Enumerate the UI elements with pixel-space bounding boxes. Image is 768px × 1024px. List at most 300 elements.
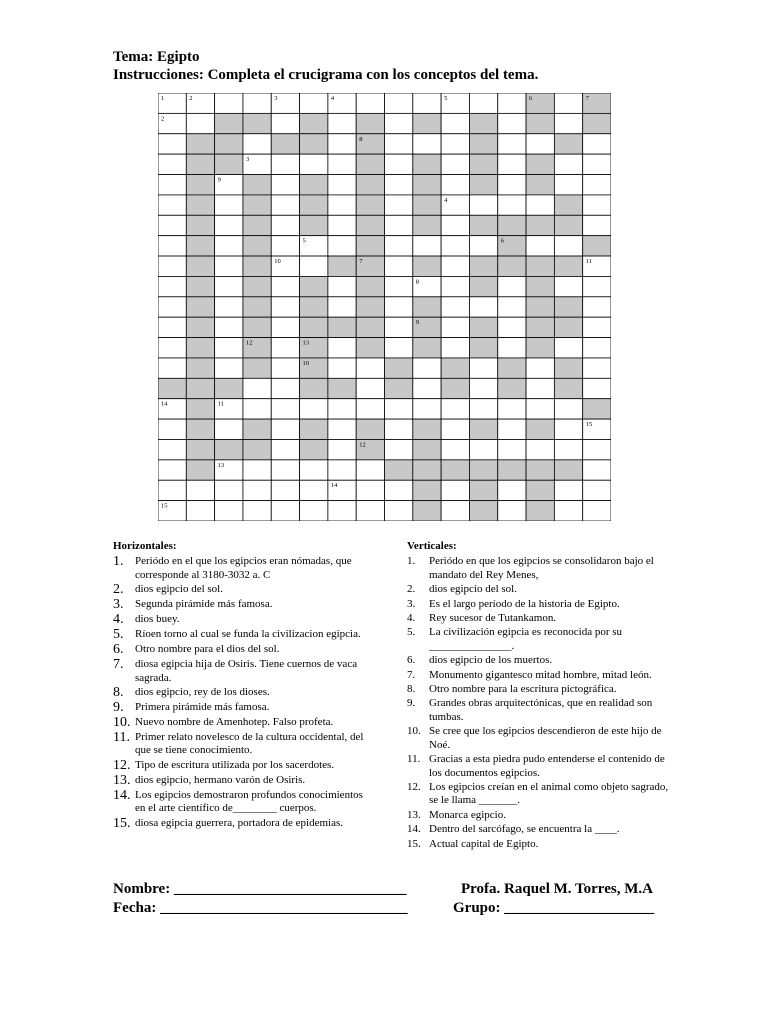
grid-cell[interactable]	[413, 134, 441, 154]
horizontal-clue-number: 13.	[113, 772, 131, 788]
vertical-clue	[407, 823, 672, 836]
vertical-clue-number: 15.	[407, 837, 421, 850]
grid-cell[interactable]	[554, 480, 582, 500]
grid-cell[interactable]	[441, 236, 469, 256]
vertical-clue-number: 4.	[407, 612, 416, 625]
grid-cell[interactable]	[328, 154, 356, 174]
grid-cell-blocked	[441, 378, 469, 398]
grid-cell[interactable]	[158, 439, 186, 459]
vertical-clue-text: Otro nombre para la escritura pictográfica.	[429, 683, 617, 696]
grid-cell[interactable]	[385, 113, 413, 133]
grid-cell[interactable]	[215, 256, 243, 276]
grid-cell[interactable]	[186, 113, 214, 133]
grid-cell[interactable]	[441, 419, 469, 439]
grid-cell[interactable]	[356, 460, 384, 480]
grid-cell[interactable]	[243, 378, 271, 398]
student-info	[113, 880, 408, 918]
grid-cell-blocked	[526, 215, 554, 235]
grid-cell-number: 5	[444, 95, 448, 102]
grid-cell[interactable]	[441, 501, 469, 521]
grid-cell[interactable]	[215, 276, 243, 296]
grid-cell[interactable]	[498, 501, 526, 521]
grid-cell[interactable]	[271, 378, 299, 398]
grid-cell[interactable]	[243, 501, 271, 521]
grid-cell[interactable]	[583, 195, 611, 215]
grid-cell-blocked	[300, 215, 328, 235]
horizontal-clue-number: 5.	[113, 627, 124, 643]
grid-cell[interactable]	[526, 399, 554, 419]
grid-cell-number: 11	[585, 258, 592, 266]
grid-cell-blocked	[554, 378, 582, 398]
grid-cell[interactable]	[385, 480, 413, 500]
grid-cell[interactable]	[300, 460, 328, 480]
grid-cell[interactable]	[554, 439, 582, 459]
grid-cell[interactable]	[498, 439, 526, 459]
vertical-clues	[407, 540, 672, 852]
grid-cell[interactable]	[271, 460, 299, 480]
horizontal-clue-number: 3.	[113, 597, 124, 613]
horizontal-clue-number: 11.	[113, 730, 130, 746]
worksheet-header	[113, 48, 538, 84]
worksheet-instructions: Instrucciones: Completa el crucigrama con los conceptos del tema.	[113, 67, 539, 83]
grid-cell-blocked	[300, 297, 328, 317]
grid-cell[interactable]	[526, 134, 554, 154]
grid-cell[interactable]	[498, 480, 526, 500]
grid-cell-number: 12	[359, 441, 366, 449]
horizontal-clue	[113, 701, 373, 715]
grid-cell-number: 8	[415, 278, 420, 286]
horizontal-clue-text: diosa egipcia guerrera, portadora de epidemias.	[135, 816, 343, 829]
grid-cell[interactable]	[526, 378, 554, 398]
grid-cell-number: 2	[189, 95, 193, 102]
grid-cell[interactable]	[441, 399, 469, 419]
grid-cell[interactable]	[158, 215, 186, 235]
grid-cell[interactable]	[271, 419, 299, 439]
grid-cell-blocked	[385, 358, 413, 378]
grid-cell-blocked	[300, 195, 328, 215]
grid-cell[interactable]	[583, 297, 611, 317]
grid-cell[interactable]	[441, 480, 469, 500]
grid-cell-number: 14	[330, 482, 338, 490]
horizontal-clue-text: dios egipcio, hermano varón de Osiris.	[135, 773, 306, 786]
grid-cell-number: 15	[585, 421, 593, 429]
grid-cell[interactable]	[271, 439, 299, 459]
grid-cell[interactable]	[271, 276, 299, 296]
grid-cell[interactable]	[498, 317, 526, 337]
grid-cell-blocked	[413, 215, 441, 235]
grid-cell[interactable]	[328, 113, 356, 133]
grid-cell[interactable]	[356, 501, 384, 521]
grid-cell[interactable]	[215, 215, 243, 235]
grid-cell[interactable]	[554, 419, 582, 439]
grid-cell-blocked	[186, 256, 214, 276]
grid-cell[interactable]	[158, 460, 186, 480]
grid-cell[interactable]	[413, 399, 441, 419]
horizontal-clue-number: 6.	[113, 642, 124, 658]
grid-cell[interactable]	[526, 195, 554, 215]
grid-cell[interactable]	[271, 480, 299, 500]
grid-cell-blocked	[526, 256, 554, 276]
grid-cell-number: 4	[330, 95, 335, 102]
grid-cell[interactable]	[498, 154, 526, 174]
grid-cell-blocked	[300, 439, 328, 459]
grid-cell[interactable]	[385, 439, 413, 459]
grid-cell-number: 14	[161, 400, 168, 408]
grid-cell[interactable]	[385, 419, 413, 439]
grid-cell-blocked	[186, 358, 214, 378]
horizontal-clues-list	[113, 555, 373, 830]
horizontal-clue	[113, 555, 373, 582]
vertical-clue-number: 10.	[407, 725, 421, 738]
grid-cell[interactable]	[271, 215, 299, 235]
horizontal-clue	[113, 613, 373, 627]
grid-cell[interactable]	[215, 195, 243, 215]
grid-cell[interactable]	[498, 338, 526, 358]
grid-cell[interactable]	[215, 501, 243, 521]
grid-cell[interactable]	[469, 358, 497, 378]
vertical-clue-number: 1.	[407, 555, 416, 568]
grid-cell[interactable]	[554, 338, 582, 358]
grid-cell-blocked	[186, 317, 214, 337]
grid-cell[interactable]	[385, 215, 413, 235]
grid-cell[interactable]	[526, 358, 554, 378]
vertical-clue-text: Actual capital de Egipto.	[429, 837, 539, 850]
grid-cell[interactable]	[526, 236, 554, 256]
grid-cell[interactable]	[385, 317, 413, 337]
grid-cell[interactable]	[215, 297, 243, 317]
grid-cell[interactable]	[498, 399, 526, 419]
grid-cell-blocked	[186, 195, 214, 215]
grid-cell[interactable]	[469, 195, 497, 215]
grid-cell[interactable]	[498, 134, 526, 154]
grid-cell-blocked	[554, 195, 582, 215]
grid-cell[interactable]	[356, 378, 384, 398]
horizontal-clues-title: Horizontales:	[113, 540, 177, 552]
grid-cell[interactable]	[385, 256, 413, 276]
grid-cell[interactable]	[385, 399, 413, 419]
grid-cell[interactable]	[158, 480, 186, 500]
grid-cell[interactable]	[158, 317, 186, 337]
grid-cell[interactable]	[583, 134, 611, 154]
grid-cell-blocked	[469, 338, 497, 358]
grid-cell-blocked	[356, 175, 384, 195]
vertical-clue-text: La civilización egipcia es reconocida por su _______________.	[429, 626, 623, 652]
grid-cell[interactable]	[356, 480, 384, 500]
grid-cell-blocked	[526, 501, 554, 521]
grid-cell[interactable]	[498, 419, 526, 439]
grid-cell-blocked	[356, 419, 384, 439]
grid-cell[interactable]	[385, 134, 413, 154]
grid-cell[interactable]	[158, 358, 186, 378]
grid-cell[interactable]	[385, 236, 413, 256]
grid-cell[interactable]	[215, 317, 243, 337]
grid-cell-blocked	[469, 134, 497, 154]
grid-cell[interactable]	[583, 480, 611, 500]
grid-cell[interactable]	[328, 175, 356, 195]
grid-cell[interactable]	[328, 439, 356, 459]
grid-cell-blocked	[186, 175, 214, 195]
grid-cell[interactable]	[583, 358, 611, 378]
grid-cell[interactable]	[385, 195, 413, 215]
grid-cell[interactable]	[441, 317, 469, 337]
grid-cell[interactable]	[583, 175, 611, 195]
grid-cell-blocked	[413, 175, 441, 195]
grid-cell[interactable]	[271, 317, 299, 337]
grid-cell[interactable]	[356, 93, 384, 113]
grid-cell[interactable]	[158, 256, 186, 276]
grid-cell[interactable]	[385, 93, 413, 113]
grid-cell[interactable]	[215, 419, 243, 439]
grid-cell[interactable]	[328, 276, 356, 296]
vertical-clue	[407, 838, 672, 851]
horizontal-clue	[113, 817, 373, 831]
grid-cell[interactable]	[413, 378, 441, 398]
grid-cell-blocked	[526, 113, 554, 133]
grid-cell[interactable]	[328, 236, 356, 256]
horizontal-clues	[113, 540, 373, 832]
grid-cell[interactable]	[271, 236, 299, 256]
grid-cell[interactable]	[526, 439, 554, 459]
vertical-clue-text: Es el largo período de la historia de Egipto.	[429, 597, 620, 610]
grid-cell-blocked	[469, 317, 497, 337]
grid-cell[interactable]	[469, 297, 497, 317]
grid-cell[interactable]	[498, 93, 526, 113]
grid-cell-blocked	[186, 419, 214, 439]
grid-cell[interactable]	[583, 317, 611, 337]
horizontal-clue-text: diosa egipcia hija de Osiris. Tiene cuernos de vaca sagrada.	[135, 658, 358, 684]
grid-cell[interactable]	[554, 501, 582, 521]
grid-cell[interactable]	[498, 175, 526, 195]
crossword-grid-svg[interactable]	[158, 93, 611, 521]
grid-cell[interactable]	[441, 256, 469, 276]
grid-cell[interactable]	[186, 480, 214, 500]
grid-cell-blocked	[526, 297, 554, 317]
grid-cell-blocked	[469, 113, 497, 133]
grid-cell-blocked	[243, 439, 271, 459]
grid-cell[interactable]	[583, 460, 611, 480]
grid-cell[interactable]	[158, 175, 186, 195]
grid-cell[interactable]	[328, 215, 356, 235]
grid-cell[interactable]	[441, 297, 469, 317]
grid-cell[interactable]	[328, 358, 356, 378]
crossword-grid[interactable]	[158, 93, 611, 521]
vertical-clue-text: Se cree que los egipcios descendieron de este hijo de Noé.	[429, 725, 662, 751]
grid-cell[interactable]	[583, 154, 611, 174]
grid-cell[interactable]	[243, 399, 271, 419]
grid-cell-blocked	[186, 439, 214, 459]
grid-cell[interactable]	[328, 338, 356, 358]
grid-cell-blocked	[413, 480, 441, 500]
grid-cell[interactable]	[300, 154, 328, 174]
grid-cell[interactable]	[158, 195, 186, 215]
grid-cell-number: 1	[161, 95, 165, 102]
grid-cell[interactable]	[158, 134, 186, 154]
grid-cell[interactable]	[554, 276, 582, 296]
grid-cell[interactable]	[441, 338, 469, 358]
grid-cell[interactable]	[271, 113, 299, 133]
grid-cell[interactable]	[215, 338, 243, 358]
grid-cell[interactable]	[271, 195, 299, 215]
grid-cell[interactable]	[385, 297, 413, 317]
grid-cell[interactable]	[441, 276, 469, 296]
grid-cell[interactable]	[300, 501, 328, 521]
vertical-clue	[407, 781, 672, 808]
grid-cell-blocked	[498, 358, 526, 378]
grid-cell[interactable]	[413, 93, 441, 113]
grid-cell[interactable]	[554, 154, 582, 174]
grid-cell[interactable]	[441, 154, 469, 174]
group-field[interactable]: Grupo: ____________________	[453, 900, 655, 916]
grid-cell[interactable]	[215, 93, 243, 113]
grid-cell[interactable]	[158, 297, 186, 317]
grid-cell[interactable]	[469, 439, 497, 459]
grid-cell[interactable]	[271, 399, 299, 419]
grid-cell-blocked	[300, 113, 328, 133]
grid-cell-blocked	[356, 338, 384, 358]
grid-cell[interactable]	[498, 113, 526, 133]
vertical-clue	[407, 753, 672, 780]
grid-cell[interactable]	[243, 134, 271, 154]
vertical-clue	[407, 697, 672, 724]
grid-cell[interactable]	[328, 195, 356, 215]
grid-cell[interactable]	[158, 154, 186, 174]
grid-cell[interactable]	[300, 93, 328, 113]
vertical-clue-number: 12.	[407, 780, 421, 793]
grid-cell-blocked	[441, 358, 469, 378]
grid-cell-blocked	[243, 358, 271, 378]
grid-cell[interactable]	[385, 154, 413, 174]
grid-cell[interactable]	[413, 358, 441, 378]
grid-cell[interactable]	[300, 256, 328, 276]
grid-cell[interactable]	[158, 419, 186, 439]
horizontal-clue-number: 14.	[113, 787, 131, 803]
grid-cell[interactable]	[356, 358, 384, 378]
grid-cell-blocked	[186, 378, 214, 398]
grid-cell[interactable]	[243, 93, 271, 113]
grid-cell[interactable]	[441, 215, 469, 235]
grid-cell[interactable]	[271, 501, 299, 521]
grid-cell[interactable]	[498, 297, 526, 317]
grid-cell[interactable]	[215, 480, 243, 500]
grid-cell[interactable]	[215, 358, 243, 378]
vertical-clue-number: 9.	[407, 697, 416, 710]
worksheet-title: Tema: Egipto	[113, 49, 200, 65]
grid-cell[interactable]	[328, 399, 356, 419]
grid-cell-number: 6	[529, 95, 533, 102]
grid-cell[interactable]	[271, 338, 299, 358]
grid-cell[interactable]	[328, 460, 356, 480]
grid-cell[interactable]	[441, 439, 469, 459]
grid-cell[interactable]	[300, 399, 328, 419]
grid-cell[interactable]	[469, 399, 497, 419]
grid-cell[interactable]	[554, 399, 582, 419]
grid-cell[interactable]	[554, 113, 582, 133]
grid-cell[interactable]	[554, 175, 582, 195]
grid-cell-blocked	[413, 460, 441, 480]
grid-cell-blocked	[356, 154, 384, 174]
horizontal-clue-text: Tipo de escritura utilizada por los sacerdotes.	[135, 758, 335, 771]
horizontal-clue-number: 10.	[113, 715, 131, 731]
grid-cell[interactable]	[328, 419, 356, 439]
grid-cell[interactable]	[469, 93, 497, 113]
grid-cell[interactable]	[498, 195, 526, 215]
grid-cell[interactable]	[583, 215, 611, 235]
grid-cell[interactable]	[583, 378, 611, 398]
grid-cell[interactable]	[385, 175, 413, 195]
grid-cell[interactable]	[469, 236, 497, 256]
grid-cell[interactable]	[441, 134, 469, 154]
grid-cell-blocked	[469, 419, 497, 439]
grid-cell-blocked	[186, 276, 214, 296]
horizontal-clue	[113, 643, 373, 657]
grid-cell[interactable]	[300, 480, 328, 500]
grid-cell[interactable]	[385, 276, 413, 296]
grid-cell[interactable]	[441, 113, 469, 133]
grid-cell[interactable]	[583, 338, 611, 358]
grid-cell[interactable]	[441, 175, 469, 195]
grid-cell[interactable]	[243, 480, 271, 500]
grid-cell[interactable]	[271, 297, 299, 317]
date-field[interactable]: Fecha: _________________________________	[113, 900, 408, 916]
horizontal-clue-text: dios egipcio, rey de los dioses.	[135, 686, 270, 699]
grid-cell[interactable]	[186, 501, 214, 521]
grid-cell-blocked	[385, 378, 413, 398]
grid-cell-blocked	[413, 501, 441, 521]
grid-cell-blocked	[413, 419, 441, 439]
grid-cell[interactable]	[583, 439, 611, 459]
grid-cell[interactable]	[413, 236, 441, 256]
grid-cell-blocked	[441, 460, 469, 480]
grid-cell[interactable]	[328, 297, 356, 317]
grid-cell[interactable]	[554, 236, 582, 256]
grid-cell[interactable]	[583, 501, 611, 521]
grid-cell[interactable]	[385, 338, 413, 358]
grid-cell[interactable]	[554, 93, 582, 113]
grid-cell-blocked	[243, 175, 271, 195]
grid-cell[interactable]	[158, 338, 186, 358]
vertical-clue-number: 14.	[407, 823, 421, 836]
grid-cell[interactable]	[469, 378, 497, 398]
name-field[interactable]: Nombre: _______________________________	[113, 881, 407, 897]
grid-cell-blocked	[356, 215, 384, 235]
grid-cell[interactable]	[271, 175, 299, 195]
grid-cell-blocked	[356, 113, 384, 133]
grid-cell-blocked	[554, 297, 582, 317]
grid-cell[interactable]	[271, 154, 299, 174]
grid-cell[interactable]	[271, 358, 299, 378]
grid-cell[interactable]	[328, 501, 356, 521]
grid-cell-blocked	[526, 460, 554, 480]
grid-cell[interactable]	[158, 276, 186, 296]
grid-cell-blocked	[413, 256, 441, 276]
grid-cell[interactable]	[243, 460, 271, 480]
grid-cell-blocked	[526, 338, 554, 358]
grid-cell-blocked	[526, 419, 554, 439]
horizontal-clue-text: Los egipcios demostraron profundos conocimientos en el arte científico de________ cuerpos.	[135, 788, 363, 815]
grid-cell[interactable]	[498, 276, 526, 296]
grid-cell[interactable]	[328, 134, 356, 154]
horizontal-clue-number: 12.	[113, 757, 131, 773]
grid-cell[interactable]	[583, 276, 611, 296]
grid-cell[interactable]	[215, 236, 243, 256]
grid-cell-number: 11	[217, 400, 224, 408]
grid-cell-blocked	[413, 338, 441, 358]
grid-cell[interactable]	[356, 399, 384, 419]
grid-cell[interactable]	[385, 501, 413, 521]
grid-cell[interactable]	[158, 236, 186, 256]
vertical-clue	[407, 583, 672, 596]
grid-cell-blocked	[554, 256, 582, 276]
